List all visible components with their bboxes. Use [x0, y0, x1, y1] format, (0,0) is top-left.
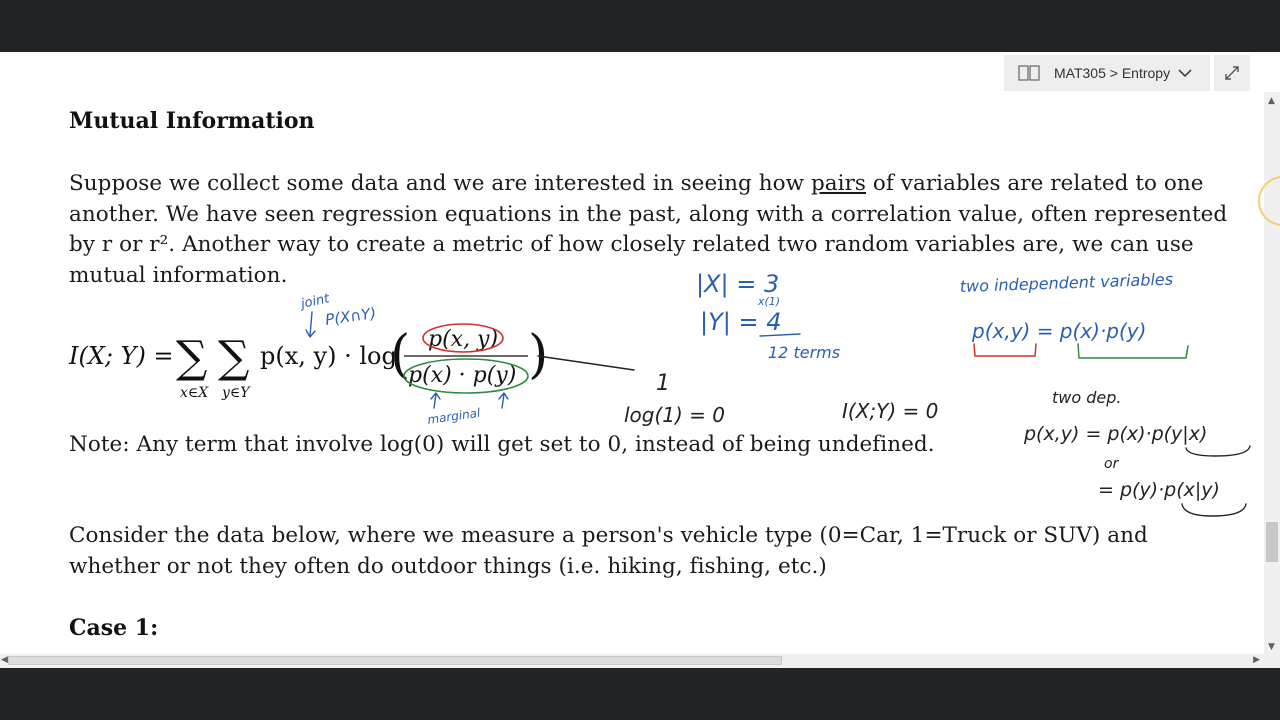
- scroll-down-icon[interactable]: ▼: [1268, 642, 1275, 652]
- log-one-eq: log(1) = 0: [624, 403, 726, 427]
- lhs-bracket-mark: [974, 344, 1036, 356]
- horizontal-scrollbar[interactable]: [0, 654, 1264, 668]
- one-value: 1: [656, 371, 670, 396]
- conditional-brace-2: [1182, 504, 1246, 516]
- formula-term: p(x, y) · log: [260, 342, 397, 370]
- case-heading: Case 1:: [69, 615, 159, 641]
- times-one-note: x(1): [758, 295, 781, 308]
- right-paren: ): [528, 325, 549, 385]
- dependent-title: two dep.: [1052, 388, 1122, 407]
- section-heading: Mutual Information: [69, 108, 315, 134]
- scroll-up-icon[interactable]: ▲: [1268, 96, 1275, 106]
- breadcrumb[interactable]: [1004, 55, 1210, 91]
- cardinality-x: |X| = 3: [696, 270, 780, 298]
- rhs-bracket-mark: [1078, 344, 1188, 358]
- independent-equation: p(x,y) = p(x)·p(y): [972, 319, 1147, 343]
- notebook-icon: [1018, 65, 1040, 81]
- conditional-brace-1: [1186, 446, 1250, 456]
- note-text: Note: Any term that involve log(0) will get set to 0, instead of being undefined.: [69, 432, 935, 457]
- formula-lhs: I(X; Y) =: [69, 342, 174, 370]
- sum2-subscript: y∈Y: [222, 385, 250, 401]
- dependent-equation-1: p(x,y) = p(x)·p(y|x): [1024, 423, 1208, 445]
- scroll-right-icon[interactable]: ▶: [1253, 655, 1260, 665]
- mi-zero-eq: I(X;Y) = 0: [842, 399, 939, 423]
- window-bottom-bar: [0, 668, 1280, 720]
- terms-count: 12 terms: [768, 343, 841, 362]
- expand-button[interactable]: [1214, 55, 1250, 91]
- intro-line4: mutual information.: [69, 262, 288, 288]
- intro-line2: another. We have seen regression equations in the past, along with a correlation value, often represented: [69, 201, 1228, 227]
- horizontal-scroll-thumb[interactable]: [8, 656, 782, 665]
- joint-label: joint: [299, 291, 331, 312]
- independent-title: two independent variables: [959, 269, 1174, 296]
- formula-numerator: p(x, y): [428, 327, 499, 352]
- consider-line2: whether or not they often do outdoor things (i.e. hiking, fishing, etc.): [69, 553, 827, 579]
- cardinality-y: |Y| = 4: [700, 308, 782, 336]
- intro-underlined-word: pairs: [810, 171, 866, 196]
- joint-expression: P(X∩Y): [324, 304, 378, 329]
- pointer-line: [538, 356, 634, 370]
- dependent-equation-2: = p(y)·p(x|y): [1098, 479, 1220, 501]
- marginal-label: marginal: [426, 405, 482, 427]
- intro-text-start: Suppose we collect some data and we are interested in seeing how: [69, 171, 811, 196]
- left-paren: (: [390, 325, 411, 385]
- sum1-subscript: x∈X: [180, 385, 209, 401]
- expand-icon: [1224, 65, 1240, 81]
- formula-denominator: p(x) · p(y): [408, 363, 517, 388]
- joint-arrow-icon: [306, 312, 315, 337]
- intro-line1-rest: of variables are related to one: [866, 171, 1204, 196]
- sum2-sigma-icon: ∑: [218, 332, 250, 383]
- marginal-arrow-right-icon: [499, 393, 508, 408]
- breadcrumb-section: Entropy: [1121, 65, 1171, 81]
- consider-line1: Consider the data below, where we measure a person's vehicle type (0=Car, 1=Truck or SUV) and: [69, 523, 1148, 548]
- scroll-left-icon[interactable]: ◀: [1, 655, 8, 665]
- intro-line3: by r or r². Another way to create a metric of how closely related two random variables are, we can use: [69, 232, 1194, 257]
- breadcrumb-separator: >: [1109, 65, 1118, 81]
- sum1-sigma-icon: ∑: [176, 332, 208, 383]
- chevron-down-icon: [1178, 68, 1192, 78]
- marginal-arrow-left-icon: [431, 393, 440, 408]
- dependent-or: or: [1104, 456, 1119, 472]
- breadcrumb-course: MAT305: [1054, 65, 1106, 81]
- vertical-scroll-thumb[interactable]: [1266, 522, 1278, 562]
- scrollbar-corner: [1264, 654, 1280, 668]
